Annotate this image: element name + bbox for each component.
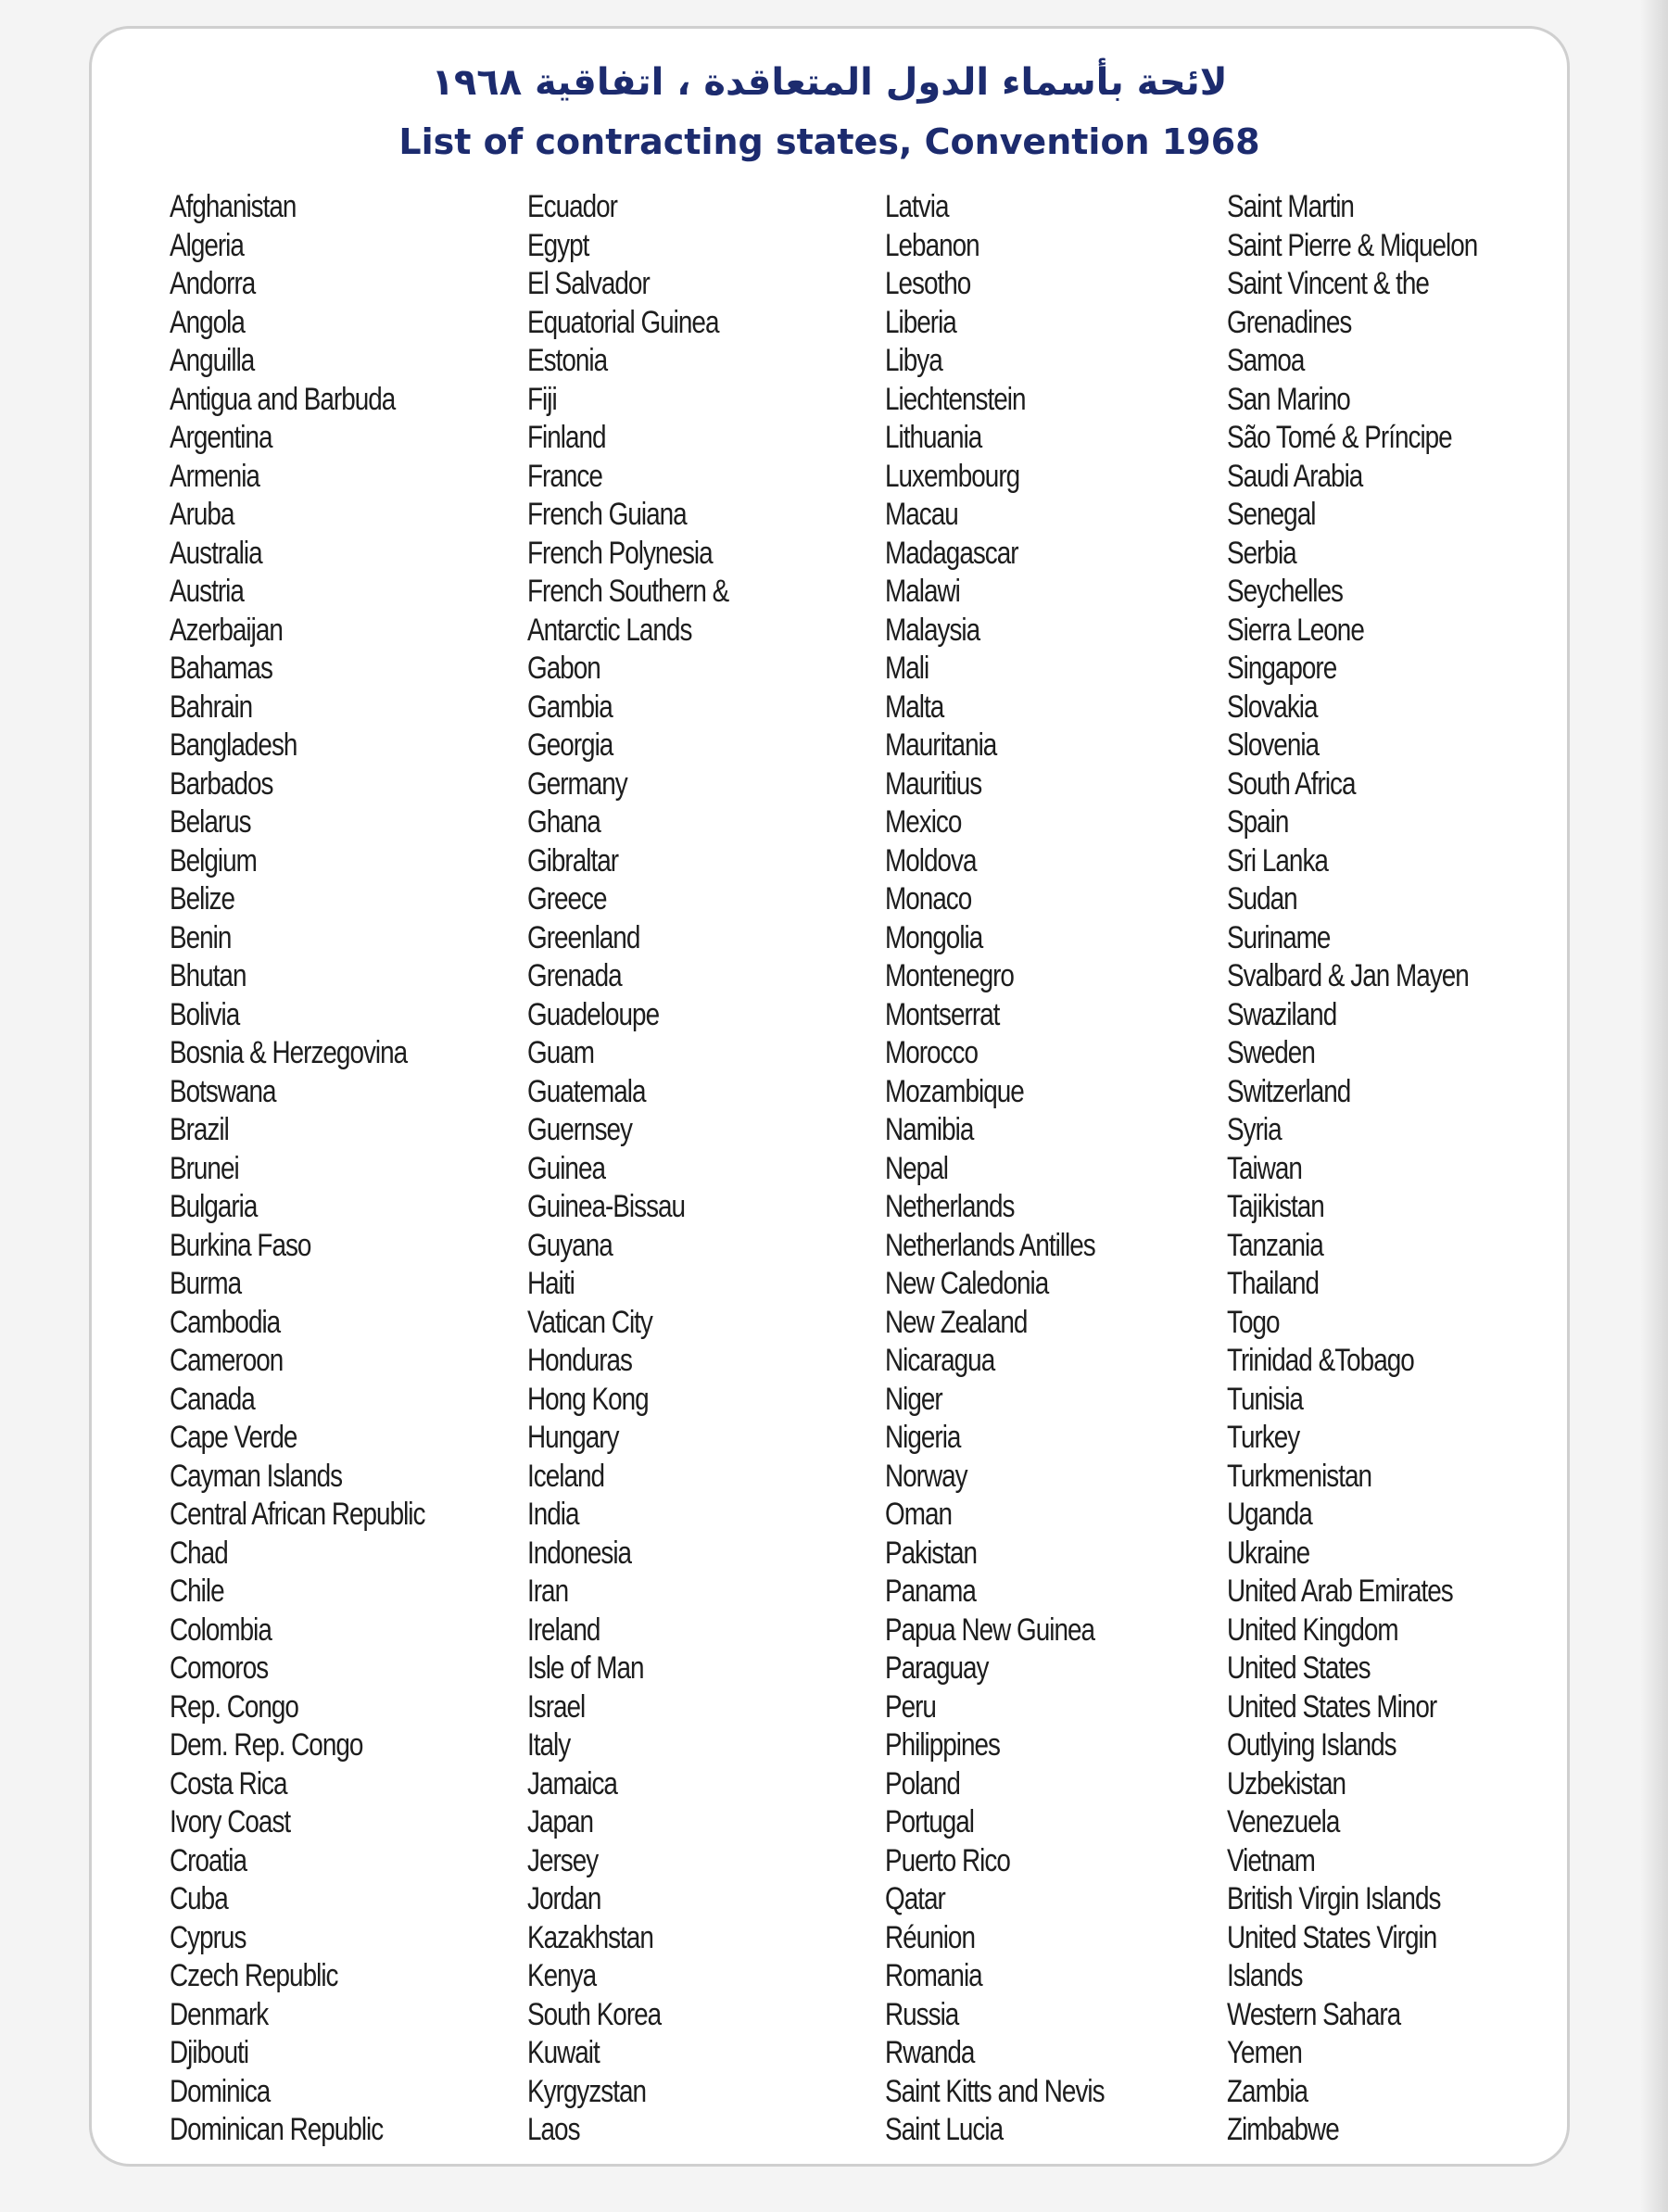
state-name: Germany (527, 765, 627, 802)
state-name: Netherlands (885, 1189, 1015, 1224)
state-name: Belize (170, 881, 235, 916)
state-name: Uzbekistan (1227, 1765, 1346, 1801)
state-name: Ghana (527, 804, 600, 840)
state-name: Oman (885, 1497, 952, 1532)
state-name: Rwanda (885, 2035, 975, 2070)
state-name: Guadeloupe (527, 996, 660, 1032)
state-name: French Southern & (527, 574, 729, 609)
state-name: Armenia (170, 458, 259, 494)
state-name: Turkey (1227, 1420, 1300, 1455)
state-name: Singapore (1227, 651, 1337, 686)
state-name: New Caledonia (885, 1266, 1049, 1301)
state-name: New Zealand (885, 1304, 1028, 1340)
state-name: Mali (885, 651, 929, 686)
state-name: France (527, 458, 602, 494)
states-column-1 (170, 188, 522, 2150)
state-name: Samoa (1227, 343, 1305, 378)
title-english: List of contracting states, Convention 1968 (398, 121, 1260, 162)
state-name: Montserrat (885, 996, 1000, 1032)
state-name: Burma (170, 1266, 242, 1301)
state-name: Ivory Coast (170, 1804, 291, 1839)
state-name: Latvia (885, 189, 949, 224)
state-name: Philippines (885, 1727, 1001, 1763)
state-name: Mozambique (885, 1073, 1024, 1109)
states-column-4 (1227, 188, 1561, 2150)
state-name: Jordan (527, 1881, 601, 1916)
state-name: Kuwait (527, 2035, 600, 2070)
state-name: Grenada (527, 958, 622, 993)
state-name: French Polynesia (527, 535, 713, 571)
state-name: Malta (885, 689, 944, 725)
state-name: Niger (885, 1381, 942, 1417)
title-arabic: لائحة بأسماء الدول المتعاقدة ، اتفاقية ١٩٦٨ (431, 61, 1228, 104)
state-name: Dominica (170, 2073, 271, 2109)
state-name: Rep. Congo (170, 1688, 298, 1725)
state-name: Togo (1227, 1304, 1280, 1340)
state-name: Central African Republic (170, 1497, 425, 1532)
states-column-2 (527, 188, 879, 2150)
state-name: Portugal (885, 1804, 974, 1839)
state-name: Malaysia (885, 612, 980, 648)
state-name: Norway (885, 1458, 967, 1494)
state-name: United Arab Emirates (1227, 1574, 1453, 1609)
state-name: Anguilla (170, 343, 255, 378)
state-name: Yemen (1227, 2035, 1302, 2070)
state-name: Equatorial Guinea (527, 304, 719, 340)
state-name: Morocco (885, 1035, 979, 1070)
state-name: Guinea (527, 1150, 605, 1186)
state-name: Mauritius (885, 765, 982, 802)
state-name: Papua New Guinea (885, 1612, 1095, 1648)
state-name: Peru (885, 1688, 936, 1725)
state-name: Djibouti (170, 2035, 249, 2070)
state-name: Monaco (885, 881, 972, 916)
state-name: Svalbard & Jan Mayen (1227, 958, 1469, 993)
state-name: Tajikistan (1227, 1189, 1324, 1224)
state-name: Israel (527, 1688, 586, 1725)
state-name: Poland (885, 1765, 960, 1801)
state-name: Liberia (885, 304, 956, 340)
state-name: Lebanon (885, 227, 979, 263)
state-name: United States Virgin (1227, 1919, 1437, 1955)
state-name: Colombia (170, 1612, 272, 1648)
state-name: Fiji (527, 381, 557, 417)
state-name: Sweden (1227, 1035, 1315, 1070)
state-name: Bosnia & Herzegovina (170, 1035, 408, 1070)
state-name: Guam (527, 1035, 594, 1070)
state-name: Nicaragua (885, 1343, 995, 1378)
state-name: Kyrgyzstan (527, 2073, 647, 2109)
state-name: Venezuela (1227, 1804, 1340, 1839)
state-name: Chile (170, 1574, 224, 1609)
state-name: Jamaica (527, 1765, 617, 1801)
state-name: United States (1227, 1650, 1371, 1686)
state-name: Nigeria (885, 1420, 961, 1455)
state-name: Nepal (885, 1150, 948, 1186)
state-name: Syria (1227, 1112, 1282, 1147)
state-name: Antarctic Lands (527, 612, 692, 648)
state-name: Turkmenistan (1227, 1458, 1372, 1494)
state-name: Sri Lanka (1227, 842, 1328, 878)
state-name: Pakistan (885, 1535, 978, 1571)
state-name: Australia (170, 535, 262, 571)
state-name: Moldova (885, 842, 977, 878)
state-name: British Virgin Islands (1227, 1881, 1441, 1916)
state-name: Spain (1227, 804, 1289, 840)
state-name: Islands (1227, 1958, 1303, 1993)
state-name: Luxembourg (885, 458, 1020, 494)
state-name: Gambia (527, 689, 613, 725)
state-name: Greenland (527, 919, 640, 955)
state-name: Kazakhstan (527, 1919, 653, 1955)
state-name: Uganda (1227, 1497, 1312, 1532)
state-name: Cameroon (170, 1343, 284, 1378)
state-name: Benin (170, 919, 232, 955)
state-name: United States Minor (1227, 1688, 1437, 1725)
state-name: Saint Lucia (885, 2112, 1004, 2147)
state-name: Bahamas (170, 651, 272, 686)
state-name: Barbados (170, 765, 273, 802)
state-name: Cuba (170, 1881, 228, 1916)
state-name: Cyprus (170, 1919, 246, 1955)
states-column-3 (885, 188, 1219, 2150)
state-name: Serbia (1227, 535, 1296, 571)
state-name: Laos (527, 2112, 580, 2147)
state-name: Japan (527, 1804, 594, 1839)
state-name: Switzerland (1227, 1073, 1351, 1109)
state-name: Grenadines (1227, 304, 1352, 340)
state-name: Namibia (885, 1112, 974, 1147)
state-name: Bangladesh (170, 727, 297, 763)
state-name: Andorra (170, 266, 256, 301)
state-name: French Guiana (527, 497, 687, 532)
state-name: Costa Rica (170, 1765, 287, 1801)
state-name: Estonia (527, 343, 608, 378)
state-name: Cape Verde (170, 1420, 297, 1455)
state-name: Slovenia (1227, 727, 1320, 763)
state-name: Botswana (170, 1073, 276, 1109)
state-name: Jersey (527, 1842, 599, 1878)
state-name: Burkina Faso (170, 1227, 311, 1263)
state-name: Mexico (885, 804, 962, 840)
state-name: Outlying Islands (1227, 1727, 1396, 1763)
state-name: Austria (170, 574, 244, 609)
state-name: Isle of Man (527, 1650, 644, 1686)
state-name: Belgium (170, 842, 257, 878)
state-name: Zambia (1227, 2073, 1308, 2109)
state-name: Dominican Republic (170, 2112, 384, 2147)
state-name: Italy (527, 1727, 571, 1763)
state-name: El Salvador (527, 266, 650, 301)
state-name: Indonesia (527, 1535, 632, 1571)
state-name: Bolivia (170, 996, 240, 1032)
page-edge-shadow (1640, 0, 1668, 2212)
state-name: Greece (527, 881, 607, 916)
state-name: Saint Martin (1227, 189, 1354, 224)
contracting-states-card (89, 26, 1570, 2167)
state-name: Panama (885, 1574, 976, 1609)
state-name: Mauritania (885, 727, 997, 763)
state-name: Egypt (527, 227, 589, 263)
state-name: Afghanistan (170, 189, 297, 224)
state-name: Taiwan (1227, 1150, 1302, 1186)
state-name: Russia (885, 1996, 959, 2032)
state-name: Algeria (170, 227, 244, 263)
state-name: Antigua and Barbuda (170, 381, 396, 417)
state-name: Romania (885, 1958, 982, 1993)
state-name: Saint Kitts and Nevis (885, 2073, 1105, 2109)
state-name: Lesotho (885, 266, 971, 301)
state-name: San Marino (1227, 381, 1350, 417)
state-name: Guinea-Bissau (527, 1189, 686, 1224)
state-name: Cayman Islands (170, 1458, 343, 1494)
state-name: Lithuania (885, 420, 982, 455)
state-name: South Africa (1227, 765, 1356, 802)
state-name: Senegal (1227, 497, 1316, 532)
state-name: Suriname (1227, 919, 1331, 955)
state-name: Hong Kong (527, 1381, 649, 1417)
state-name: Tanzania (1227, 1227, 1323, 1263)
state-name: Kenya (527, 1958, 597, 1993)
state-name: Mongolia (885, 919, 983, 955)
state-name: Puerto Rico (885, 1842, 1010, 1878)
state-name: Saint Pierre & Miquelon (1227, 227, 1478, 263)
state-name: India (527, 1497, 579, 1532)
state-name: Canada (170, 1381, 255, 1417)
state-name: Saint Vincent & the (1227, 266, 1429, 301)
state-name: Gabon (527, 651, 600, 686)
state-name: Comoros (170, 1650, 269, 1686)
state-name: Denmark (170, 1996, 269, 2032)
state-name: Vatican City (527, 1304, 652, 1340)
state-name: Guyana (527, 1227, 613, 1263)
state-name: Finland (527, 420, 606, 455)
state-name: Netherlands Antilles (885, 1227, 1095, 1263)
state-name: Ecuador (527, 189, 617, 224)
state-name: United Kingdom (1227, 1612, 1398, 1648)
state-name: Tunisia (1227, 1381, 1303, 1417)
state-name: Macau (885, 497, 958, 532)
state-name: Iceland (527, 1458, 605, 1494)
state-name: Angola (170, 304, 245, 340)
state-name: Hungary (527, 1420, 619, 1455)
state-name: Azerbaijan (170, 612, 283, 648)
state-name: Zimbabwe (1227, 2112, 1339, 2147)
state-name: Argentina (170, 420, 272, 455)
state-name: Swaziland (1227, 996, 1337, 1032)
state-name: Honduras (527, 1343, 633, 1378)
state-name: Sudan (1227, 881, 1297, 916)
state-name: Brazil (170, 1112, 229, 1147)
state-name: Sierra Leone (1227, 612, 1364, 648)
state-name: Bhutan (170, 958, 246, 993)
state-name: Bulgaria (170, 1189, 258, 1224)
state-name: Seychelles (1227, 574, 1343, 609)
state-name: Réunion (885, 1919, 975, 1955)
state-name: Madagascar (885, 535, 1018, 571)
state-name: Haiti (527, 1266, 575, 1301)
state-name: Slovakia (1227, 689, 1318, 725)
state-name: Qatar (885, 1881, 945, 1916)
state-name: Czech Republic (170, 1958, 338, 1993)
state-name: Aruba (170, 497, 234, 532)
state-name: São Tomé & Príncipe (1227, 420, 1452, 455)
state-name: Liechtenstein (885, 381, 1026, 417)
state-name: Thailand (1227, 1266, 1320, 1301)
state-name: Chad (170, 1535, 228, 1571)
state-name: Ireland (527, 1612, 600, 1648)
state-name: Belarus (170, 804, 251, 840)
state-name: Iran (527, 1574, 569, 1609)
state-name: Guernsey (527, 1112, 633, 1147)
state-name: Georgia (527, 727, 613, 763)
state-name: Brunei (170, 1150, 239, 1186)
state-name: Vietnam (1227, 1842, 1315, 1878)
state-name: Cambodia (170, 1304, 281, 1340)
state-name: Paraguay (885, 1650, 989, 1686)
state-name: Croatia (170, 1842, 246, 1878)
state-name: Montenegro (885, 958, 1014, 993)
state-name: Guatemala (527, 1073, 646, 1109)
state-name: South Korea (527, 1996, 662, 2032)
state-name: Ukraine (1227, 1535, 1310, 1571)
state-name: Western Sahara (1227, 1996, 1401, 2032)
state-name: Gibraltar (527, 842, 619, 878)
state-name: Bahrain (170, 689, 253, 725)
state-name: Saudi Arabia (1227, 458, 1363, 494)
state-name: Libya (885, 343, 942, 378)
state-name: Malawi (885, 574, 960, 609)
state-name: Trinidad &Tobago (1227, 1343, 1414, 1378)
state-name: Dem. Rep. Congo (170, 1727, 363, 1763)
